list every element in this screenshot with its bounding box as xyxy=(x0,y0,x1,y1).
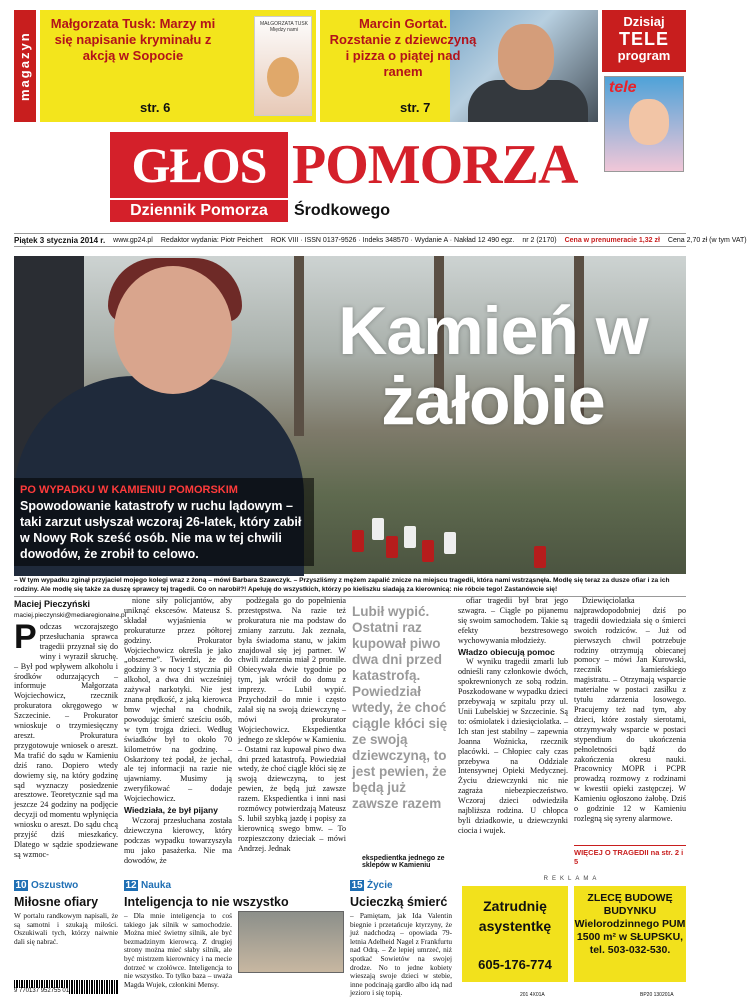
print-code-2: BP20 130201A xyxy=(640,992,674,998)
magazine-label: magazyn xyxy=(14,10,36,122)
ad-budowa[interactable]: ZLECĘ BUDOWĘ BUDYNKU Wielorodzinnego PUM 1500 m² w SŁUPSKU, tel. 503-032-530. xyxy=(574,886,686,982)
logo-pomorza: POMORZA xyxy=(292,134,578,196)
box-section: Oszustwo xyxy=(31,880,79,891)
subscription-price: Cena w prenumeracie 1,32 zł xyxy=(564,237,660,244)
column-6-text: Dziewięciolatka najprawdopodobniej dziś po tragedii dowiedziała się o śmierci swoich rodziców. – Już od pierwszych chwil potrzebuje rodziny otrzymują obiecanej pomocy – mówi Jan Kurowski, rzecznik kamieńskiego magistratu. – Otrzymają wsparcie materialne w postaci zasiłku z tytułu zdarzenia losowego. Pracujemy też nad tym, aby dzieci, które zostały sierotami, otrzymywały wsparcie w postaci stypendium do ukończenia pełnoletności bądź do zakończenia okresu nauki. Pracownicy MOPR i PCPR prowadzą rozmowy z rodzinami w kwestii opieki zastępczej. W Kamieniu ogłoszono żałobę. Dziś o godzinie 12 w Kamieniu rozlegną się syreny alarmowe. xyxy=(574,596,686,823)
tele-program-badge[interactable] xyxy=(602,10,686,72)
lead-text: Spowodowanie katastrofy w ruchu lądowym – taki zarzut usłyszał wczoraj 26-latek, który zabił w Nowy Rok sześć osób. Nie ma w tej chwili dowodów, że zrobił to celowo. xyxy=(20,499,302,561)
pull-quote: Lubił wypić. Ostatni raz kupował piwo dwa dni przed katastrofą. Powiedział wtedy, że choć ciągle kłóci się ze swoją dziewczyną, to jest pewien, że będą już zawsze razem xyxy=(352,604,448,811)
classroom-photo xyxy=(238,911,344,973)
teaser-tusk[interactable] xyxy=(40,10,316,122)
ad1-title: Zatrudnię asystentkę xyxy=(478,898,552,934)
more-link[interactable]: WIĘCEJ O TRAGEDII na str. 2 i 5 xyxy=(574,845,686,866)
teaser-gortat[interactable] xyxy=(320,10,598,122)
issue-number: nr 2 (2170) xyxy=(522,237,557,244)
tele-line3: program xyxy=(617,48,671,63)
teaser-tusk-title: Małgorzata Tusk: Marzy mi się napisanie kryminału z akcją w Sopocie xyxy=(50,16,216,63)
teaser-tusk-page: str. 6 xyxy=(140,100,171,115)
photo-caption: – W tym wypadku zginął przyjaciel mojego kolegi wraz z żoną – mówi Barbara Szawczyk. – Przyszliśmy z mężem zapalić znicze na miejscu tragedii, która nami wstrząsnęła. Modlę się teraz za dusze ofiar i za ich rodziny. Ale modlę się także za duszę sprawcy tej tragedii. Co on narobił?! Apeluję do wszystkich, którzy po kieliszku siadają za kierownicą: nie róbcie tego! Zastanówcie się! xyxy=(14,576,686,597)
article-column-1 xyxy=(14,618,118,860)
lead-kicker: PO WYPADKU W KAMIENIU POMORSKIM xyxy=(20,484,238,496)
tele-cover-image xyxy=(604,76,684,172)
tele-cover-logo: tele xyxy=(609,79,637,96)
box-nauka[interactable] xyxy=(124,875,344,989)
ad1-phone: 605-176-774 xyxy=(478,957,552,972)
issue-date: Piątek 3 stycznia 2014 r. xyxy=(14,236,106,245)
column-2-text: nione siły policjantów, aby uniknąć ekscesów. Mateusz S. składał wyjaśnienia w prokuraturze przez półtorej godziny. Prokurator Wojciechowicz określa je jako „obszerne”. Twierdzi, że do godziny 3 w nocy 1 stycznia pił alkohol, a dwa dni wcześniej zażywał narkotyki. Nie jest znana prędkość, z jaką kierowca bmw wjechał na chodnik, powodując śmierć sześciu osób, w tym trojga dzieci. Według świadków był to około 70 kilometrów na godzinę. – Oskarżony też podał, że jechał, ale tej informacji na razie nie ujawniamy. Musimy ją zweryfikować – dodaje Wojciechowicz. xyxy=(124,596,232,804)
column-3-text: podżegała go do popełnienia przestępstwa. Na razie też prokuratura nie ma podstaw do zmiany zarzutu. Jak zeznała, była świadoma stanu, w jakim znajdował się jej partner. W chwili zdarzenia miał 2 promile. Obiecywała dwie tygodnie po tym, jak wrócił do domu z imprezy. – Lubił wypić. Przychodził do mnie i często zalał się na swoją dziewczynę – mówi prokurator Wojciechowicz. Ekspedientka jednego ze sklepów w Kamieniu. – Ostatni raz kupował piwo dwa dni przed katastrofą. Powiedział wtedy, że choć ciągle kłóci się ze swoją dziewczyną, to jest pewien, że będą już zawsze razem. Ekspedientka i inni nasi rozmówcy potwierdzają Mateusz S. lubił szybką jazdę i popisy za kierownicą swego bmw. – To rozpieszczony dzieciak – mówi Andrzej. Jednak xyxy=(238,596,346,853)
box-page-number: 10 xyxy=(15,880,27,891)
article-column-6 xyxy=(574,596,686,824)
ad-label: REKLAMA xyxy=(543,876,601,882)
site-link[interactable]: www.gp24.pl xyxy=(113,237,153,244)
author-email[interactable]: maciej.pieczynski@mediaregionalne.pl xyxy=(14,612,127,619)
box-page-number: 12 xyxy=(125,880,137,891)
ad-asystentka[interactable] xyxy=(462,886,568,982)
box-section: Życie xyxy=(367,880,393,891)
issue-details: ROK VIII · ISSN 0137-9526 · Indeks 348570 · Wydanie A · Nakład 12 490 egz. xyxy=(270,237,515,244)
box-text: – Dla mnie inteligencja to coś takiego jak silnik w samochodzie. Można mieć świetny silnik, ale być bezmadzinym kierowcą. Z drugiej strony można mieć słaby silnik, ale być mistrzem kierownicy i na mecie dotrzeć w czołówce. Inteligencja to nie wszystko. To tylko baza – uważa Magda Wujek, członkini Mensy. xyxy=(124,911,232,989)
box-text: – Pamiętam, jak Ida Valentin biegnie i przetańcuje ktyrzyny, że już nadchodzą – opowiada 79-letnia Adelheid Nagel z Frankfurtu nad Odrą. – Że lepiej umrzeć, niż spotkać Sowietów na swojej drodze. No to jedne kobiety wieszają swoje dzieci w stebie, inne podcinają gardło albo idą nad jezioro i się topią. xyxy=(350,911,452,998)
book-cover-title: MAŁGORZATA TUSK Między nami xyxy=(259,21,309,33)
column-5-text-a: ofiar tragedii był brat jego szwagra. – Ciągle po pijanemu się swoim samochodem. Takie są efekty bezstresowego wychowywania młodzieży. xyxy=(458,596,568,645)
box-zycie[interactable] xyxy=(350,875,452,998)
barcode-number: 9 770137 952755 01 xyxy=(14,988,70,994)
subhead-pomoc: Władzo obiecują pomoc xyxy=(458,646,555,657)
teaser-gortat-title: Marcin Gortat. Rozstanie z dziewczyną i pizza o piątej nad ranem xyxy=(329,16,477,79)
box-section: Nauka xyxy=(141,880,172,891)
article-author: Maciej Pieczyński xyxy=(14,599,91,609)
box-title: Ucieczką śmierć xyxy=(350,895,448,909)
box-title: Inteligencja to nie wszystko xyxy=(124,895,289,909)
pull-quote-source: ekspedientka jednego ze sklepów w Kamieniu xyxy=(362,855,445,869)
column-5-text-b: W wyniku tragedii zmarli lub odnieśli rany członkowie dwóch, spokrewnionych ze sobą rodzin. Poszkodowane w wypadku dzieci przebywają w szpitalu przy ul. Unii Lubelskiej w Szczecinie. Są to: ośmiolatek i dziesięciolatka. – Ich stan jest stabilny – zapewnia Joanna Woźnicka, rzecznik placówki. – Chłopiec cały czas przebywa na Oddziale Intensywnej Opieki Medycznej. Życiu dziewczynki nic nie zagraża niebezpieczeństwo. Wczoraj dzieci odwiedziła najbliższa rodzina. U chłopca byli dziadkowie, u dziewczynki ciocia i wujek. xyxy=(458,657,568,835)
drop-cap: P xyxy=(14,618,37,656)
column-1-text: odczas wczorajszego przesłuchania sprawca tragedii przyznał się do winy i wyraził skruchę. – Był pod wpływem alkoholu i środków odurzających – informuje Małgorzata Wojciechowicz, rzecznik prokuratora okręgowego w Szczecinie. – Prokurator wnioskuje o trzymiesięczny areszt. Prokuratura przygotowuje wniosek o areszt. Ma trafić do sądu w Kamieniu dziś rano. Dopiero wtedy dowiemy się, na który godzinę sąd wyznaczy posiedzenie aresztowe. Teoretycznie sąd ma jeszcze 24 godziny na podjęcie decyzji od momentu wpłynięcia wniosku o areszt. Do sądu chcą przyjść dziś mieszkańcy. Dlatego w sądzie spodziewane są wzmoc- xyxy=(14,622,118,859)
issue-editor: Redaktor wydania: Piotr Peichert xyxy=(160,237,263,244)
article-column-3 xyxy=(238,596,346,854)
teaser-gortat-page: str. 7 xyxy=(400,100,431,115)
subhead-pijany: Wiedziała, że był pijany xyxy=(124,805,218,816)
logo-subtitle-2: Środkowego xyxy=(294,202,391,219)
box-oszustwo[interactable] xyxy=(14,875,118,946)
cover-price: Cena 2,70 zł (w tym VAT) xyxy=(667,237,747,244)
book-cover-image xyxy=(254,16,312,116)
logo-subtitle-1: Dziennik Pomorza xyxy=(110,200,288,222)
tele-line2: TELE xyxy=(618,29,669,49)
box-text: W portalu randkowym napisali, że są samotni i szukają miłości. Oszukiwali tych, którzy naiwnie dali się nabrać. xyxy=(14,911,118,946)
main-headline[interactable]: Kamień w żałobie xyxy=(338,293,648,439)
logo-glos: GŁOS xyxy=(110,132,288,198)
article-column-5 xyxy=(458,596,568,836)
box-page-number: 15 xyxy=(351,880,363,891)
book-cover-face xyxy=(267,57,299,97)
headline-lead xyxy=(14,478,314,566)
print-code-1: 201 4X01A xyxy=(520,992,545,998)
article-column-2 xyxy=(124,596,232,865)
tele-line1: Dzisiaj xyxy=(623,14,665,29)
column-2-text-b: Wczoraj przesłuchana została dziewczyna kierowcy, który podczas wypadku towarzyszyła mu jako pasażerka. Nie ma dowodów, że xyxy=(124,815,232,865)
issue-info-strip xyxy=(14,233,747,247)
box-title: Miłosne ofiary xyxy=(14,895,99,909)
masthead-logo[interactable] xyxy=(110,132,600,224)
